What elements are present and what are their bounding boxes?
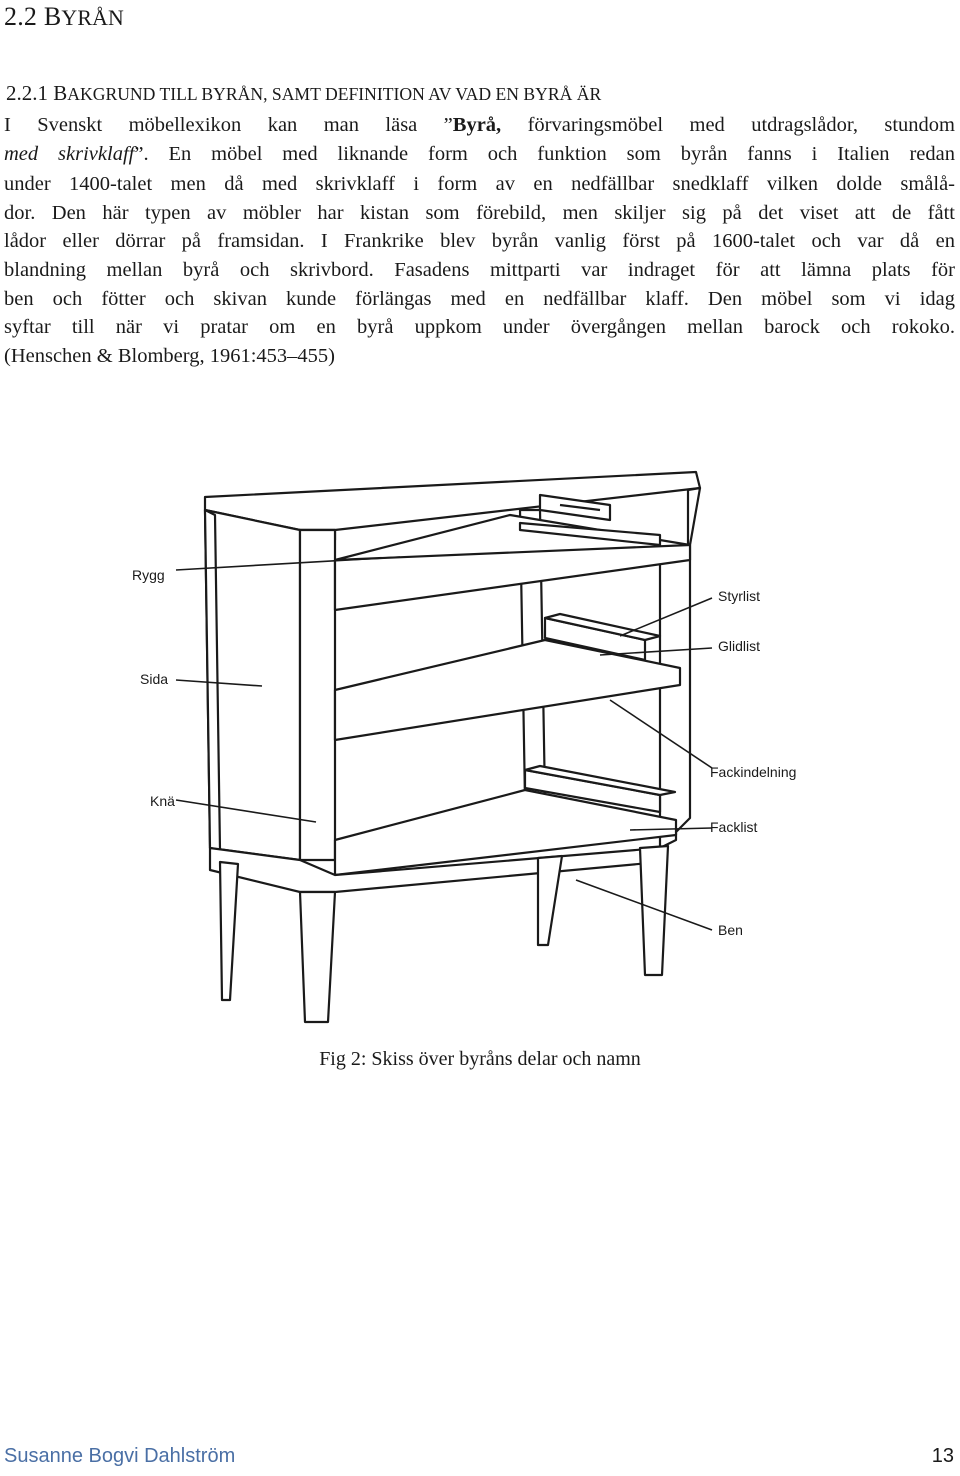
section-number: 2.2 bbox=[4, 2, 38, 31]
label-styrlist: Styrlist bbox=[718, 588, 760, 604]
footer-author: Susanne Bogvi Dahlström bbox=[4, 1445, 236, 1467]
paragraph-line: (Henschen & Blomberg, 1961:453–455) bbox=[4, 345, 335, 367]
bold-term: Byrå, bbox=[452, 114, 502, 136]
label-glidlist: Glidlist bbox=[718, 638, 761, 654]
label-ben: Ben bbox=[718, 922, 743, 938]
text-run: ”. En möbel med liknande form och funktion som byrån fanns i Italien redan bbox=[134, 143, 955, 165]
paragraph-line: under 1400-talet men då med skrivklaff i form av en nedfällbar snedklaff vilken dolde smålå- bbox=[4, 173, 955, 195]
leg-front-left bbox=[300, 892, 335, 1022]
italic-term: med skrivklaff bbox=[4, 143, 135, 165]
label-fackindelning: Fackindelning bbox=[710, 764, 797, 780]
label-kna: Knä bbox=[150, 793, 175, 809]
text-run: I Svenskt möbellexikon kan man läsa ” bbox=[4, 114, 453, 136]
dresser-top bbox=[205, 472, 700, 530]
paragraph-line: ben och fötter och skivan kunde förlängas med en nedfällbar klaff. Den möbel som vi idag bbox=[4, 288, 955, 310]
paragraph-line: dor. Den här typen av möbler har kistan som förebild, men skiljer sig på det viset att de fått bbox=[4, 202, 955, 224]
paragraph-line bbox=[4, 111, 955, 140]
subsection-title-rest: AKGRUND TILL BYRÅN, SAMT DEFINITION AV VAD EN BYRÅ ÄR bbox=[67, 84, 602, 104]
subsection-title-initial: B bbox=[53, 81, 68, 105]
shelf-upper bbox=[335, 515, 690, 610]
section-title-rest: YRÅN bbox=[61, 6, 125, 30]
paragraph-line: blandning mellan byrå och skrivbord. Fasadens mittparti var indraget för att lämna plats för bbox=[4, 259, 955, 281]
subsection-number: 2.2.1 bbox=[6, 81, 48, 105]
paragraph-line: syftar till när vi pratar om en byrå uppkom under övergången mellan barock och rokoko. bbox=[4, 316, 955, 338]
paragraph-line bbox=[4, 140, 955, 169]
paragraph-line: lådor eller dörrar på framsidan. I Frankrike blev byrån vanlig först på 1600-talet och var då en bbox=[4, 230, 955, 252]
subsection-title bbox=[53, 81, 601, 105]
figure-caption: Fig 2: Skiss över byråns delar och namn bbox=[319, 1048, 641, 1070]
leg-back-right bbox=[640, 846, 668, 975]
label-sida: Sida bbox=[140, 671, 169, 687]
dresser-diagram bbox=[118, 462, 818, 1052]
text-run: förvaringsmöbel med utdragslådor, stundom bbox=[501, 114, 955, 136]
section-title-initial: B bbox=[43, 2, 62, 31]
leg-back-left bbox=[220, 862, 238, 1000]
leg-front-right bbox=[538, 856, 562, 945]
front-post bbox=[300, 530, 335, 860]
subsection-heading bbox=[6, 81, 601, 106]
section-title bbox=[44, 2, 124, 31]
section-heading bbox=[4, 2, 124, 32]
label-rygg: Rygg bbox=[132, 567, 165, 583]
label-facklist: Facklist bbox=[710, 819, 758, 835]
page-number: 13 bbox=[931, 1445, 954, 1467]
